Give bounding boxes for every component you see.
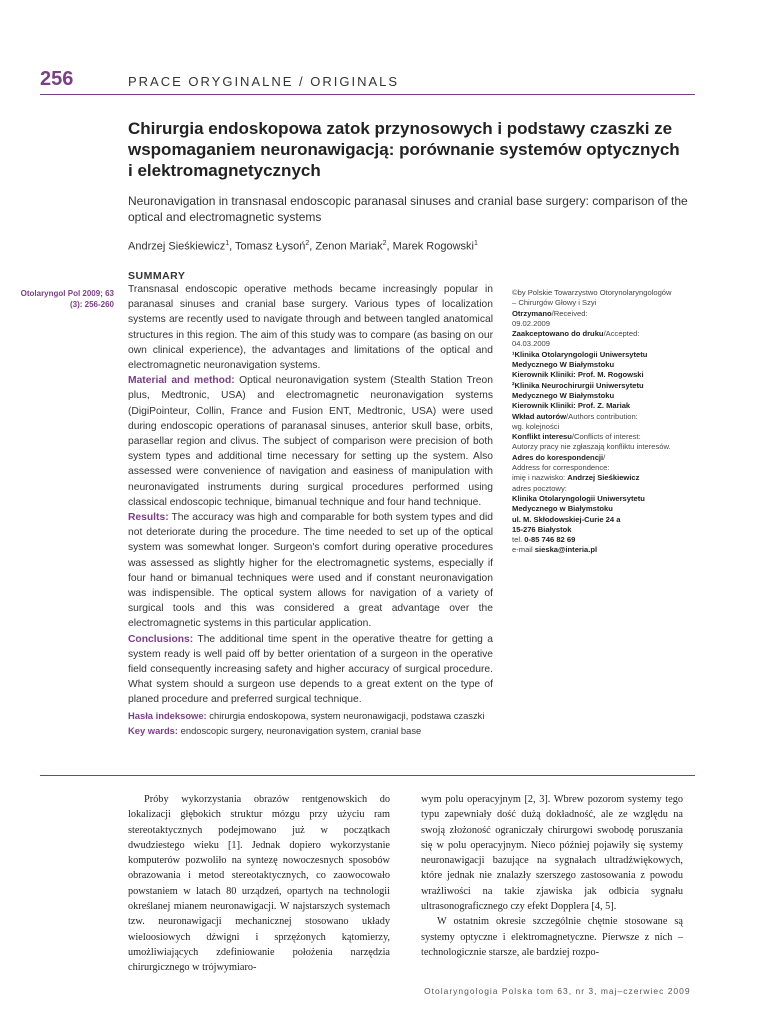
- author-list: Andrzej Sieśkiewicz$^1$, Tomasz Łysoń$^2$, Zenon Mariak$^2$, Marek Rogowski$^1$: [128, 240, 478, 253]
- abstract: [128, 282, 493, 738]
- abstract-methods: Material and method: Optical neuronavigation system (Stealth Station Treon plus, Medtronic, USA) and electromagnetic neuronavigation systems (DigiPointeur, Collin, France and Fusion ENT, Medtronic, USA) were used during endoscopic operations of paranasal sinuses, anterior skull base, orbits, parasellar region and clivus. The subject of comparison were precision of both system types and additional time necessary for setting up the system. Also assessed were convenience of navigation and easiness of manipulation with neuronavigated instruments during surgical procedures performed using classical endoscopic technique, bimanual technique and four hand technique.: [128, 375, 493, 508]
- body-column-right: [421, 792, 683, 960]
- article-title-english: Neuronavigation in transnasal endoscopic paranasal sinuses and cranial base surgery: comparison of the optical and electromagnetic systems: [128, 194, 688, 224]
- author-name: Marek Rogowski: [392, 240, 474, 253]
- body-paragraph: W ostatnim okresie szczególnie chętnie stosowane są systemy optyczne i elektromagnetyczne. Pierwsze z nich – technologicznie starsze, ale bardziej rozpo-: [421, 916, 683, 958]
- header-rule: [40, 94, 695, 95]
- abstract-results: Results: The accuracy was high and comparable for both system types and did not deteriorate during the procedure. The time needed to set up of the optical system was somewhat longer. Surgeon's comfort during operative procedures was assessed as slightly higher for the electromagnetic systems, especially if four hand or bimanual techniques were used and if constant neuronavigation was indispensible. The optical system allows for navigation of a variety of surgical tools and this was considered a great advantage over the electromagnetic systems in this particular application.: [128, 512, 493, 630]
- keywords-polish: Hasła indeksowe: chirurgia endoskopowa, system neuronawigacji, podstawa czaszki: [128, 709, 485, 721]
- summary-heading: SUMMARY: [128, 270, 186, 282]
- page-number: 256: [40, 68, 74, 90]
- body-paragraph: wym polu operacyjnym [2, 3]. Wbrew pozorom systemy tego typu zapewniały dość dużą dokładność, ale ze względu na swoją złożoność ograniczały chirurgowi swobodę poruszania się w polu operacyjnym. Nieco później pojawiły się systemy neuronawigacji bazujące na sygnałach ultradźwiękowych, które jednak nie znalazły szerszego zastosowania z powodu wrażliwości na takie zjawiska jak odbicia sygnału ultrasonograficznego czy efekt Dopplera [4, 5].: [421, 794, 683, 913]
- journal-citation: Otolaryngol Pol 2009; 63 (3): 256-260: [20, 289, 114, 309]
- abstract-conclusions: Conclusions: The additional time spent in the operative theatre for getting a system ready is well paid off by better orientation of a surgeon in the operative field consequently increasing safety and higher accuracy of surgical procedure. What system should a surgeon use depends to a great extent on the type of planed procedure and preferred surgical technique.: [128, 633, 493, 706]
- author-name: Zenon Mariak: [315, 240, 383, 253]
- abstract-rule: [40, 775, 695, 776]
- abstract-intro: Transnasal endoscopic operative methods became increasingly popular in paranasal sinuses and cranial base surgery. Various types of localization systems are recently used to navigate through and between tangled anatomical structures in this region. The aim of this study was to compare (as basing on our own clinical experience), the advantages and limitations of the optical and electromagnetic neuronavigation systems.: [128, 284, 493, 372]
- article-info-sidebar: ©by Polskie Towarzystwo Otorynolaryngologów – Chirurgów Głowy i Szyi Otrzymano/Received: 09.02.2009 Zaakceptowano do druku/Accepted: 04.03.2009 ¹Klinika Otolaryngologii Uniwersytetu Medycznego W Białymstoku Kierownik Kliniki: Prof. M. Rogowski ²Klinika Neurochirurgii Uniwersytetu Medycznego W Białymstoku Kierownik Kliniki: Prof. Z. Mariak Wkład autorów/Authors contribution: wg. kolejności Konflikt interesu/Conflicts of interest: Autorzy pracy nie zgłaszają konfliktu interesów. Adres do korespondencji/ Address for correspondence: imię i nazwisko: Andrzej Sieśkiewicz adres pocztowy: Klinika Otolaryngologii Uniwersytetu Medycznego w Białymstoku ul. M. Skłodowskiej-Curie 24 a 15-276 Białystok tel. 0-85 746 82 69 e-mail sieska@interia.pl: [512, 288, 672, 555]
- keywords-english: Key wards: endoscopic surgery, neuronavigation system, cranial base: [128, 724, 422, 736]
- author-name: Tomasz Łysoń: [235, 240, 306, 253]
- body-paragraph: Próby wykorzystania obrazów rentgenowskich do lokalizacji głębokich struktur mózgu przy użyciu ram stereotaktycznych podejmowano już w początkach dwudziestego wieku [1]. Jednak dopiero wykorzystanie komputerów pozwoliło na syntezę nowoczesnych sposobów obrazowania i metod stereotaktycznych, co zaowocowało powstaniem w latach 80 urządzeń, opartych na technologii określanej mianem neuronawigacji. W najstarszych systemach tzw. neuronawigacji mechanicznej stosowano układy wieloosiowych dźwigni i sprzężonych kątomierzy, umożliwiających zdefiniowanie położenia narzędzia chirurgicznego w trójwymiaro-: [128, 794, 390, 974]
- page-footer: Otolaryngologia Polska tom 63, nr 3, maj–czerwiec 2009: [424, 986, 691, 996]
- body-column-left: [128, 792, 390, 976]
- author-name: Andrzej Sieśkiewicz: [128, 240, 226, 253]
- article-title-polish: Chirurgia endoskopowa zatok przynosowych i podstawy czaszki ze wspomaganiem neuronawigacją: porównanie systemów optycznych i elektromagnetycznych: [128, 119, 680, 180]
- section-label: PRACE ORYGINALNE / ORIGINALS: [128, 74, 400, 89]
